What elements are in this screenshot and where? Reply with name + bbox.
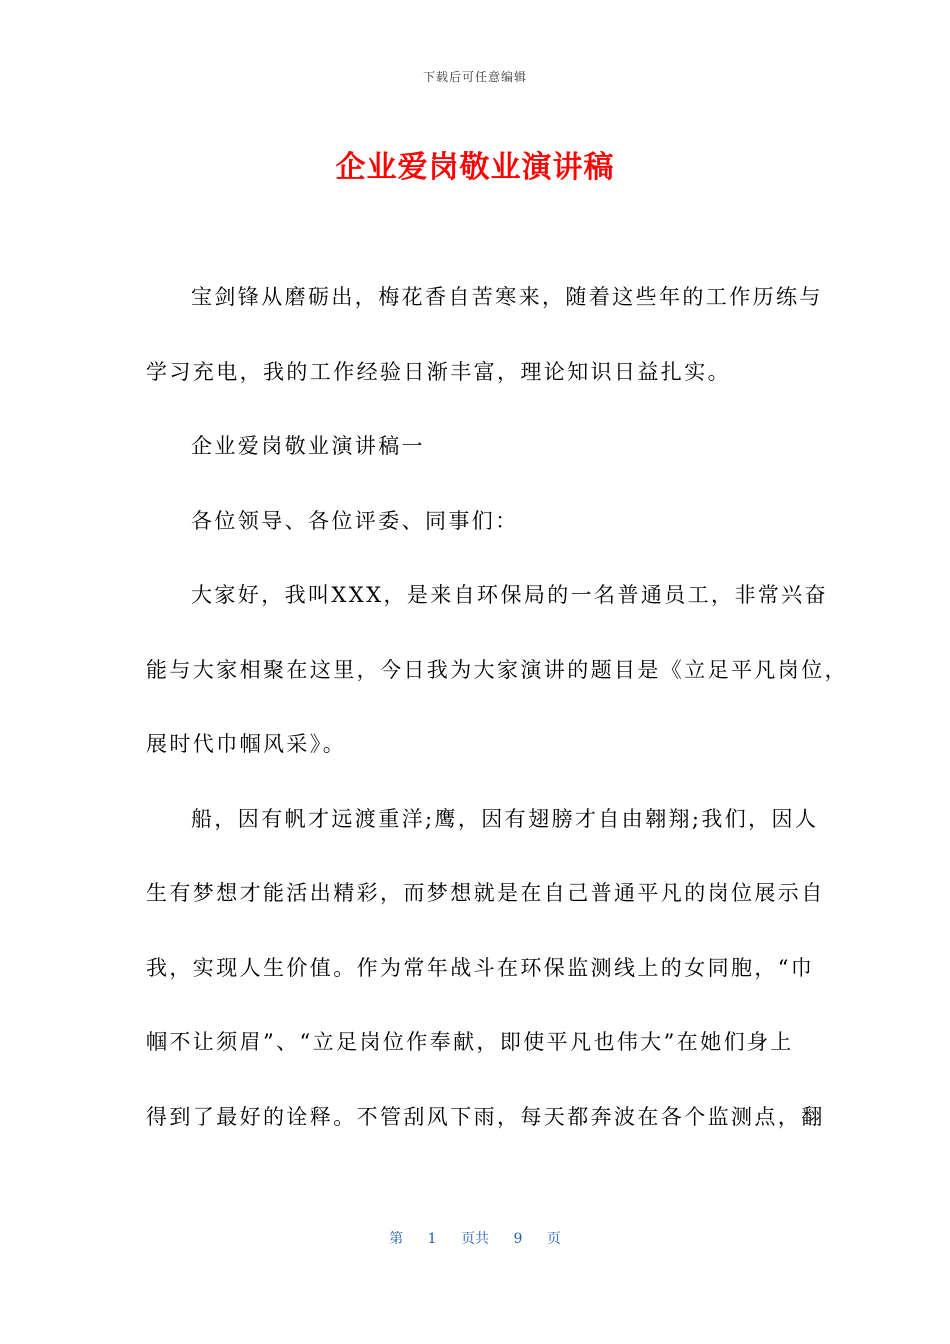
page-footer (0, 1228, 950, 1248)
body-line: 帼不让须眉”、“立足岗位作奉献，即使平凡也伟大”在她们身上 (146, 1030, 794, 1054)
body-line: 得到了最好的诠释。不管刮风下雨，每天都奔波在各个监测点，翻 (146, 1104, 825, 1129)
body-line: 学习充电，我的工作经验日渐丰富，理论知识日益扎实。 (146, 359, 731, 384)
current-page-number: 1 (427, 1231, 437, 1247)
page-label-middle: 页共 (461, 1231, 489, 1247)
body-line: 各位领导、各位评委、同事们： (191, 508, 519, 533)
document-body (146, 270, 848, 1164)
body-line: 生有梦想才能活出精彩，而梦想就是在自己普通平凡的岗位展示自 (146, 881, 825, 905)
body-line: 船，因有帆才远渡重洋;鹰，因有翅膀才自由翱翔;我们，因人 (191, 806, 819, 831)
body-line: 企业爱岗敬业演讲稿一 (191, 434, 425, 458)
body-line: 大家好，我叫XXX，是来自环保局的一名普通员工，非常兴奋 (191, 583, 829, 607)
page-label-prefix: 第 (389, 1231, 404, 1247)
body-line: 宝剑锋从磨砺出，梅花香自苦寒来，随着这些年的工作历练与 (191, 285, 823, 309)
body-line: 能与大家相聚在这里，今日我为大家演讲的题目是《立足平凡岗位， (146, 657, 848, 682)
body-line: 展时代巾帼风采》。 (146, 732, 347, 756)
total-pages-number: 9 (513, 1231, 523, 1247)
header-note: 下载后可任意编辑 (422, 70, 527, 84)
document-title: 企业爱岗敬业演讲稿 (335, 150, 615, 185)
page-label-suffix: 页 (546, 1231, 561, 1247)
body-line: 我，实现人生价值。作为常年战斗在环保监测线上的女同胞，“巾 (146, 955, 815, 980)
